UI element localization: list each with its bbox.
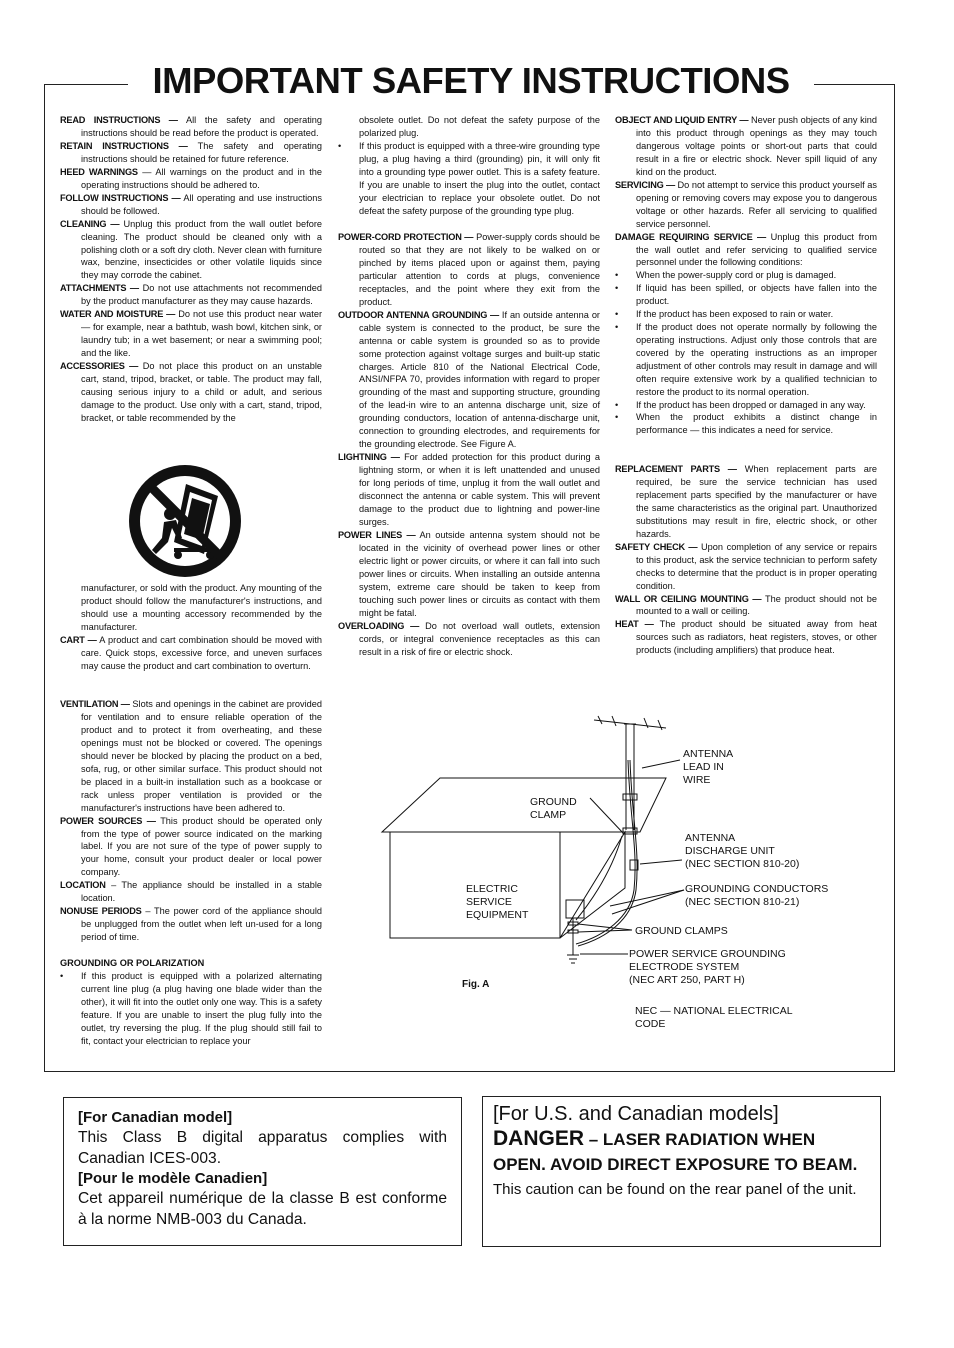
col1-lower-item-text: This product should be operated only from the type of power source indicated on the marking label. If you are not sure of the type of power supply to your home, consult your product dealer or local power company. <box>81 815 322 878</box>
col3-item <box>615 114 877 179</box>
col3-lower-item-heading: HEAT — <box>615 619 654 630</box>
canadian-heading-en: [For Canadian model] <box>78 1109 233 1126</box>
col1-lower-item-text: – The power cord of the appliance should be unplugged from the outlet when left un-used for a long period of time. <box>81 906 323 943</box>
col3-item-text: Do not attempt to service this product yourself as opening or removing covers may expose you to dangerous voltage or other hazards. Refer all servicing to qualified service personnel. <box>636 179 877 229</box>
polarized-continued: obsolete outlet. Do not defeat the safety purpose of the polarized plug. <box>359 115 600 138</box>
label-power-service: POWER SERVICE GROUNDING ELECTRODE SYSTEM (NEC ART 250, PART H) <box>629 948 786 986</box>
col3-lower-item-heading: SAFETY CHECK — <box>615 541 698 552</box>
col2-item <box>338 451 600 529</box>
col2-item-text: Do not overload wall outlets, extension cords, or integral convenience receptacles as this can result in a risk of fire or electric shock. <box>359 620 600 657</box>
three-wire-bullet: • If this product is equipped with a three-wire grounding type plug, a plug having a third (grounding) pin, it will only fit into a grounding type power outlet. This is a safety feature. If you are unable to insert the plug into the outlet, contact your electrician to replace your obsolete outlet. Do not defeat the safety purpose of the grounding type plug. <box>338 140 600 218</box>
col3-lower-item-text: The product should not be mounted to a wall or ceiling. <box>636 593 877 617</box>
col2-item <box>338 529 600 620</box>
col1-item-heading: ATTACHMENTS — <box>60 283 139 294</box>
col1-item <box>60 308 322 360</box>
col1-item-text: Do not use attachments not recommended by the product manufacturer as they may cause hazards. <box>81 283 322 307</box>
col2-item-text: Power-supply cords should be routed so that they are not likely to be walked on or pinched by items placed upon or against them, paying particular attention to cords at plugs, convenience receptacles, and the point where they exit from the product. <box>359 232 600 307</box>
col1-item <box>60 114 322 140</box>
col1-item-text: — All warnings on the product and in the operating instructions should be adhered to. <box>81 166 322 190</box>
cart-item <box>60 634 322 673</box>
damage-condition-bullet: • If the product does not operate normally by following the operating instructions. Adjust only those controls that are covered by the operating instructions as an improper adjustment of other controls may result in damage and will often require extensive work by a qualified technician to restore the product to its normal operation. <box>615 321 877 399</box>
col3-item-heading: OBJECT AND LIQUID ENTRY — <box>615 115 749 125</box>
damage-condition-bullet: • When the product exhibits a distinct change in performance — this indicates a need for service. <box>615 411 877 437</box>
cart-item-text: A product and cart combination should be moved with care. Quick stops, excessive force, and uneven surfaces may cause the product and cart combination to overturn. <box>81 635 322 671</box>
col1-lower-item-heading: NONUSE PERIODS <box>60 906 142 917</box>
col1-lower-item <box>60 698 322 815</box>
grounding-section <box>60 957 322 1048</box>
label-grounding-conductors: GROUNDING CONDUCTORS (NEC SECTION 810-21) <box>685 883 829 908</box>
canadian-text-fr: Cet appareil numérique de la classe B est conforme à la norme NMB-003 du Canada. <box>78 1190 447 1228</box>
col3-item <box>615 231 877 270</box>
canadian-notice-box <box>63 1097 462 1246</box>
col1-lower-item-heading: POWER SOURCES — <box>60 815 156 826</box>
canadian-heading-fr: [Pour le modèle Canadien] <box>78 1170 268 1187</box>
us-heading: [For U.S. and Canadian models] <box>493 1103 779 1125</box>
grounding-bullet: • If this product is equipped with a polarized alternating current line plug (a plug having one blade wider than the other), it will fit into the outlet only one way. This is a safety feature. If you are unable to insert the plug fully into the outlet, try reversing the plug. If the plug should still fail to fit, contact your electrician to replace your <box>60 970 322 1048</box>
caution-location: This caution can be found on the rear panel of the unit. <box>493 1181 857 1198</box>
col1-lower-item <box>60 905 322 944</box>
col2-item <box>338 309 600 451</box>
col3-lower-item <box>615 618 877 657</box>
col3-item-text: Never push objects of any kind into this product through openings as they may touch dangerous voltage points or short-out parts that could result in a fire or electric shock. Never spill liquid of any kind on the product. <box>636 115 878 177</box>
col3-item-text: Unplug this product from the wall outlet and refer servicing to qualified service personnel under the following conditions: <box>636 231 877 268</box>
col1-lower-item-heading: LOCATION <box>60 880 106 891</box>
label-ground-clamp: GROUND CLAMP <box>530 796 577 821</box>
column-2 <box>338 231 600 658</box>
col1-item-heading: FOLLOW INSTRUCTIONS — <box>60 192 181 203</box>
col2-item-text: If an outside antenna or cable system is connected to the product, be sure the antenna or cable system is grounded so as to provide some protection against voltage surges and built-up static charges. Article 810 of the National Electrical Code, ANSI/NFPA 70, provides information with regard to proper grounding of the mast and supporting structure, grounding of the lead-in wire to an antenna discharge unit, size of grounding conductors, location of antenna-discharge unit, connection to grounding electrodes, and requirements for the grounding electrode. See Figure A. <box>359 309 600 450</box>
col2-item-heading: LIGHTNING — <box>338 452 400 463</box>
col1-lower-item <box>60 815 322 880</box>
col2-item <box>338 231 600 309</box>
damage-condition-bullet: • If liquid has been spilled, or objects have fallen into the product. <box>615 282 877 308</box>
col2-item-heading: OVERLOADING — <box>338 620 420 631</box>
column-1-cart <box>60 634 322 673</box>
col2-item-heading: OUTDOOR ANTENNA GROUNDING — <box>338 309 499 320</box>
col1-item <box>60 360 322 425</box>
danger-text: – LASER RADIATION WHEN OPEN. AVOID DIRECT EXPOSURE TO BEAM. <box>493 1130 858 1174</box>
laser-danger-box <box>482 1096 881 1247</box>
col1-lower-item <box>60 879 322 905</box>
col1-item-text: Unplug this product from the wall outlet before cleaning. The product should be cleaned only with a polishing cloth or a soft dry cloth. Never clean with furniture wax, benzine, insecticides or other volatile liquids since they may corrode the cabinet. <box>81 218 322 281</box>
col3-lower-item <box>615 593 877 619</box>
col1-item-heading: HEED WARNINGS <box>60 166 138 177</box>
column-2-top <box>338 114 600 218</box>
col1-item <box>60 282 322 308</box>
canadian-text-en: This Class B digital apparatus complies with Canadian ICES-003. <box>78 1129 447 1167</box>
col1-lower-item-heading: VENTILATION — <box>60 699 130 709</box>
damage-condition-bullet: • When the power-supply cord or plug is damaged. <box>615 269 877 282</box>
col1-item-text: All operating and use instructions should be followed. <box>81 192 322 216</box>
col3-lower-item <box>615 541 877 593</box>
damage-condition-bullet: • If the product has been dropped or damaged in any way. <box>615 399 877 412</box>
col1-item <box>60 218 322 283</box>
col1-item-text: Do not use this product near water — for example, near a bathtub, wash bowl, kitchen sink, or laundry tub; in a wet basement; or near a swimming pool; and the like. <box>81 309 322 359</box>
col1-item-heading: READ INSTRUCTIONS — <box>60 115 178 125</box>
col1-item-heading: ACCESSORIES — <box>60 361 139 372</box>
col3-lower-item-text: The product should be situated away from heat sources such as radiators, heat registers, stoves, or other products (including amplifiers) that produce heat. <box>636 619 877 656</box>
figure-caption: Fig. A <box>462 979 490 990</box>
col1-lower-item-text: Slots and openings in the cabinet are provided for ventilation and to ensure reliable operation of the product and to protect it from overheating, and these openings must not be blocked or covered. The openings should never be blocked by placing the product on a bed, sofa, rug, or other similar surface. This product should not be placed in a built-in installation such as a bookcase or rack unless proper ventilation is provided or the manufacturer's instructions have been adhered to. <box>81 699 322 813</box>
cart-warning-icon <box>126 462 244 580</box>
label-ground-clamps: GROUND CLAMPS <box>635 925 728 937</box>
col1-item <box>60 166 322 192</box>
label-discharge-unit: ANTENNA DISCHARGE UNIT (NEC SECTION 810-20) <box>685 832 800 870</box>
cart-item-heading: CART — <box>60 635 97 645</box>
page-title: IMPORTANT SAFETY INSTRUCTIONS <box>128 58 814 104</box>
col2-item-heading: POWER-CORD PROTECTION — <box>338 232 474 242</box>
col3-lower-item <box>615 463 877 541</box>
col1-item-heading: CLEANING — <box>60 218 120 229</box>
danger-warning <box>493 1127 870 1178</box>
col1-lower-item-text: – The appliance should be installed in a stable location. <box>81 880 322 904</box>
antenna-grounding-figure <box>380 710 880 1030</box>
col3-lower-item-text: Upon completion of any service or repairs to this product, ask the service technician to perform safety checks to determine that the product is in proper operating condition. <box>636 541 877 591</box>
col1-item-text: All the safety and operating instructions should be read before the product is operated. <box>81 115 323 138</box>
damage-condition-bullet: • If the product has been exposed to rain or water. <box>615 308 877 321</box>
col2-item-text: For added protection for this product during a lightning storm, or when it is left unattended and unused for long periods of time, unplug it from the wall outlet and disconnect the antenna or cable system. This will prevent damage to the product due to lightning and power-line surges. <box>359 452 600 527</box>
col1-item-heading: RETAIN INSTRUCTIONS — <box>60 140 188 151</box>
col3-item <box>615 179 877 231</box>
column-3-lower <box>615 463 877 657</box>
danger-word: DANGER <box>493 1127 585 1150</box>
column-1-lower <box>60 698 322 944</box>
col2-item <box>338 620 600 659</box>
col3-item-heading: DAMAGE REQUIRING SERVICE — <box>615 231 766 242</box>
label-antenna-lead: ANTENNA LEAD IN WIRE <box>683 748 734 786</box>
accessories-continued: manufacturer, or sold with the product. Any mounting of the product should follow the manufacturer's instructions, and should use a mounting accessory recommended by the manufacturer. <box>81 583 322 632</box>
col1-item-text: Do not place this product on an unstable cart, stand, tripod, bracket, or table. The product may fall, causing serious injury to a child or adult, and serious damage to the product. Use only with a cart, stand, tripod, bracket, or table recommended by the <box>81 361 322 423</box>
col2-item-heading: POWER LINES — <box>338 529 416 540</box>
grounding-heading: GROUNDING OR POLARIZATION <box>60 958 205 968</box>
column-1 <box>60 114 322 425</box>
column-3 <box>615 114 877 269</box>
col1-item <box>60 140 322 166</box>
label-nec-note: NEC — NATIONAL ELECTRICAL CODE <box>635 1005 793 1030</box>
label-electric-service: ELECTRIC SERVICE EQUIPMENT <box>466 883 529 921</box>
col1-item-heading: WATER AND MOISTURE — <box>60 309 176 320</box>
col2-item-text: An outside antenna system should not be located in the vicinity of overhead power lines or other electric light or power circuits, or where it can fall into such power lines or circuits. When installing an outside antenna system, extreme care should be taken to keep from touching such power lines or circuits as contact with them might be fatal. <box>359 529 600 618</box>
col3-lower-item-text: When replacement parts are required, be sure the service technician has used replacement parts specified by the manufacturer or have the same characteristics as the original part. Unauthorized substitutions may result in fire, electric shock, or other hazards. <box>636 464 877 539</box>
col1-item <box>60 192 322 218</box>
col3-lower-item-heading: REPLACEMENT PARTS — <box>615 464 737 474</box>
col3-item-heading: SERVICING — <box>615 179 675 190</box>
col3-lower-item-heading: WALL OR CEILING MOUNTING — <box>615 593 762 604</box>
col1-item-text: The safety and operating instructions should be retained for future reference. <box>81 140 323 164</box>
column-3-bullets <box>615 269 877 437</box>
column-1-after-image <box>60 582 322 634</box>
